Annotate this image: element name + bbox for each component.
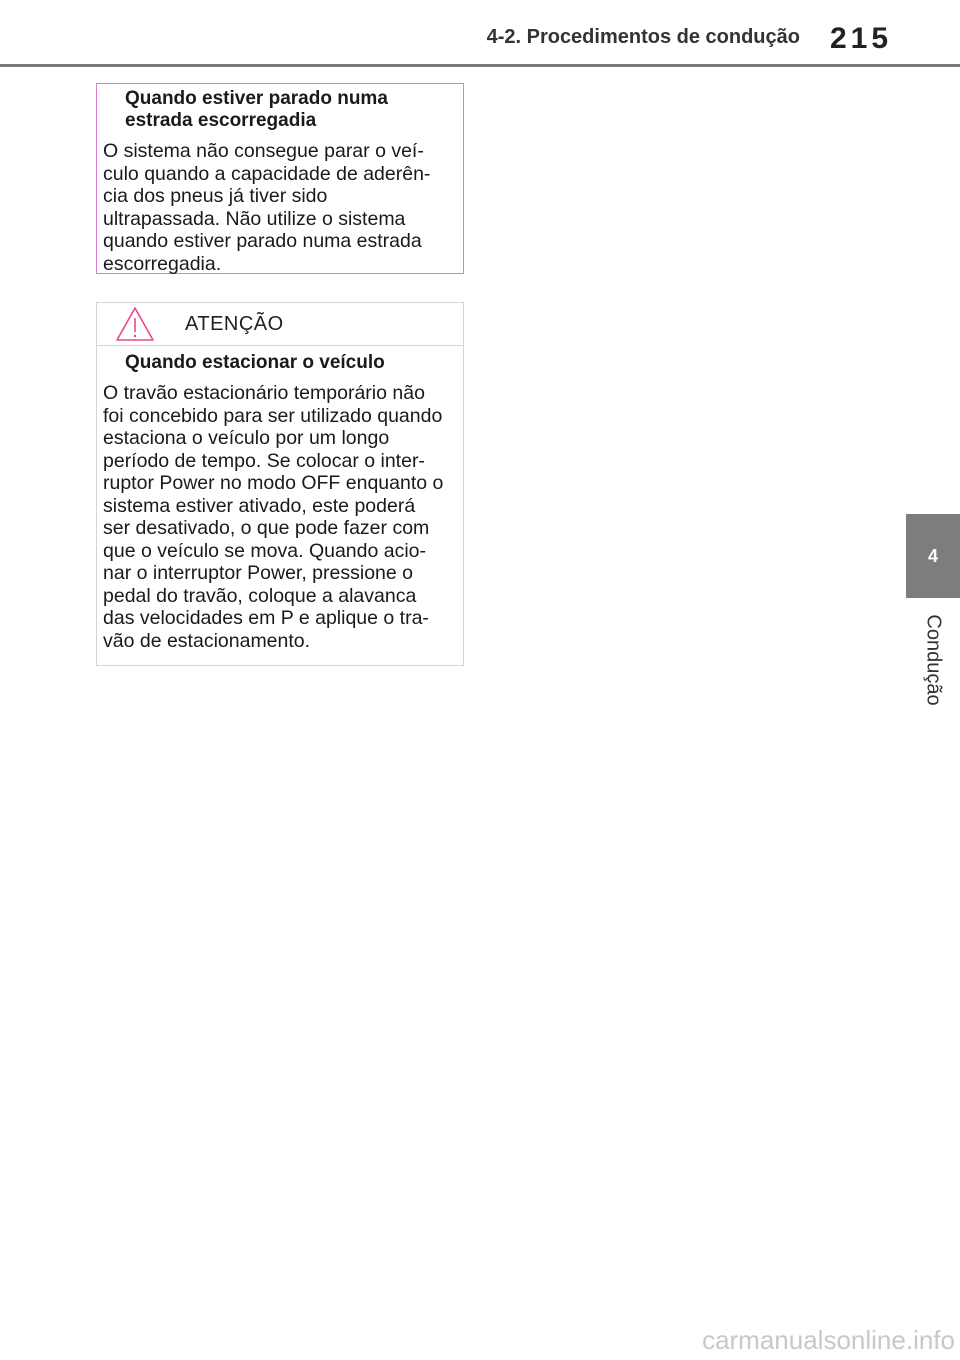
caution-label: ATENÇÃO bbox=[185, 312, 284, 335]
section-title: 4-2. Procedimentos de condução bbox=[486, 26, 800, 48]
watermark: carmanualsonline.info bbox=[702, 1325, 955, 1355]
page-number: 215 bbox=[830, 22, 893, 55]
note-text: O sistema não consegue parar o veí-culo quando a capacidade de aderên-cia dos pneus já tiver sido ultrapassada. Não utilize o sistema quando estiver parado numa estrada escorregadia. bbox=[103, 140, 431, 275]
warning-triangle-icon bbox=[115, 306, 155, 342]
chapter-label: Condução bbox=[922, 614, 945, 706]
chapter-tab bbox=[906, 514, 960, 598]
caution-heading: Quando estacionar o veículo bbox=[125, 352, 385, 373]
caution-header bbox=[97, 303, 463, 346]
note-box bbox=[96, 83, 464, 274]
header-divider bbox=[0, 64, 960, 67]
note-heading: Quando estiver parado numa estrada escorregadia bbox=[125, 88, 388, 131]
chapter-number: 4 bbox=[927, 545, 938, 566]
caution-text: O travão estacionário temporário não foi concebido para ser utilizado quando estaciona o veículo por um longo período de tempo. Se colocar o inter-ruptor Power no modo OFF enquanto o sistema estiver ativado, este poderá ser desativado, o que pode fazer com que o veículo se mova. Quando acio-nar o interruptor Power, pressione o pedal do travão, coloque a alavanca das velocidades em P e aplique o tra-vão de estacionamento. bbox=[103, 382, 444, 652]
caution-box bbox=[96, 302, 464, 666]
